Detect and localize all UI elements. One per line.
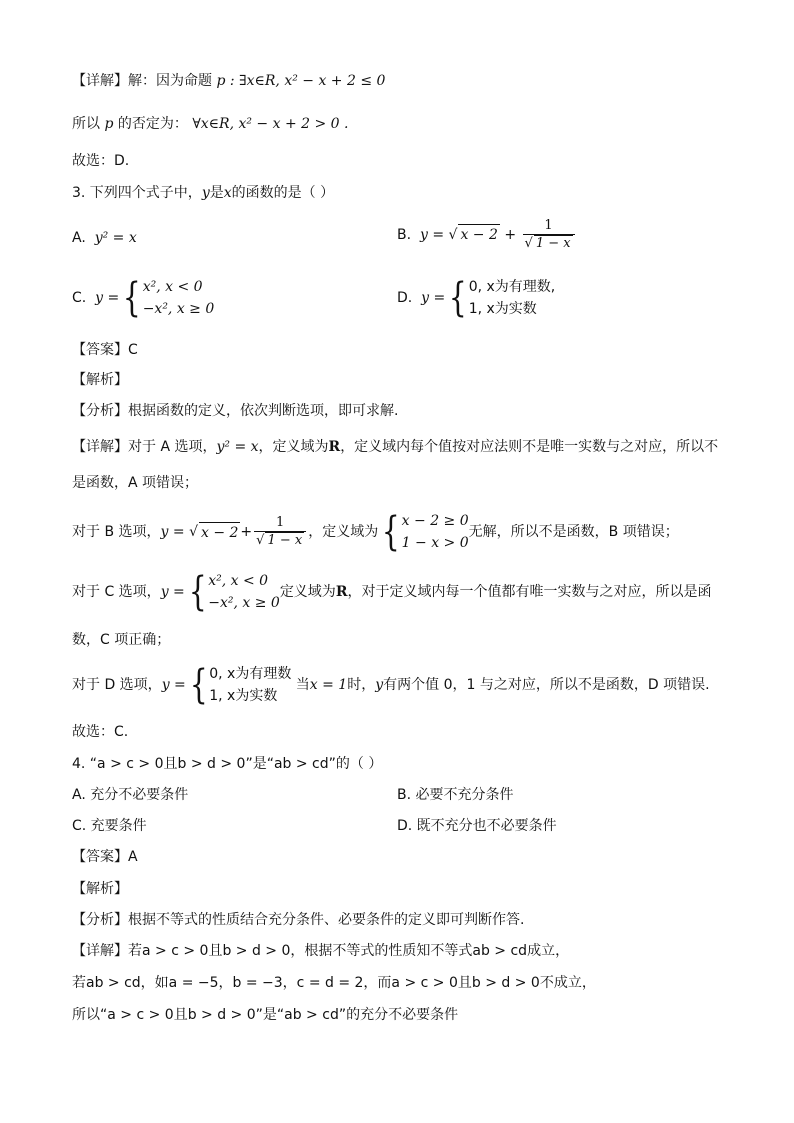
negation-line bbox=[72, 114, 349, 134]
y-eq: y = bbox=[421, 290, 446, 306]
text: 对于 C 选项， bbox=[72, 584, 161, 600]
q3-detail-a bbox=[72, 437, 718, 457]
q3-y: y bbox=[201, 185, 210, 201]
option-label: A. bbox=[72, 230, 86, 246]
text: 对于 B 选项， bbox=[72, 524, 161, 540]
plus-sign: + bbox=[240, 524, 253, 540]
q4-option-a: A. 充分不必要条件 bbox=[72, 787, 189, 803]
case-2: 1, x为实数 bbox=[209, 688, 278, 704]
q3-detail-c-cont: 数，C 项正确； bbox=[72, 632, 171, 648]
brace: { bbox=[449, 275, 467, 321]
brace: { bbox=[382, 509, 400, 555]
real-set: R bbox=[335, 584, 348, 600]
cases bbox=[469, 276, 556, 320]
fraction-numerator: 1 bbox=[276, 515, 285, 530]
detail-line-1 bbox=[72, 71, 385, 91]
q4-analysis: 【分析】根据不等式的性质结合充分条件、必要条件的定义即可判断作答. bbox=[72, 912, 525, 928]
q3-analysis: 【分析】根据函数的定义，依次判断选项，即可求解. bbox=[72, 403, 399, 419]
sqrt-radicand: x − 2 bbox=[199, 522, 240, 543]
fraction-denominator: √ 1 − x bbox=[254, 531, 306, 549]
q3-detail-a-cont: 是函数，A 项错误； bbox=[72, 475, 199, 491]
cases bbox=[209, 663, 291, 707]
text: ，定义域内每个值按对应法则不是唯一实数与之对应，所以不 bbox=[340, 439, 719, 455]
q3-stem-b: 是 bbox=[209, 185, 224, 201]
q3-detail-c bbox=[72, 570, 711, 614]
q3-detail-d bbox=[72, 663, 710, 707]
detail-d-row bbox=[72, 663, 710, 707]
negation-prefix: 所以 bbox=[72, 116, 100, 132]
q4-detail-2: 若ab > cd，如a = −5，b = −3，c = d = 2，而a > c > 0且b > d > 0不成立， bbox=[72, 975, 596, 991]
q4-stem: 4. “a > c > 0且b > d > 0”是“ab > cd”的（ ） bbox=[72, 756, 383, 772]
sqrt-radicand: x − 2 bbox=[458, 224, 499, 245]
negation-mid: 的否定为： bbox=[117, 116, 188, 132]
q4-option-b: B. 必要不充分条件 bbox=[397, 787, 514, 803]
text: 【详解】对于 A 选项， bbox=[72, 439, 217, 455]
text: 有两个值 0，1 与之对应，所以不是函数，D 项错误. bbox=[383, 677, 710, 693]
q4-detail-3: 所以“a > c > 0且b > d > 0”是“ab > cd”的充分不必要条件 bbox=[72, 1007, 459, 1023]
case-1: x², x < 0 bbox=[208, 573, 269, 589]
q3-x: x bbox=[223, 185, 232, 201]
y-eq: y = bbox=[161, 677, 186, 693]
case-1: x − 2 ≥ 0 bbox=[401, 513, 469, 529]
text: 对于 D 选项， bbox=[72, 677, 162, 693]
option-label: B. bbox=[397, 227, 412, 243]
q3-answer: 【答案】C bbox=[72, 342, 138, 358]
cases bbox=[143, 276, 215, 320]
fraction bbox=[254, 515, 306, 549]
option-label: D. bbox=[397, 290, 413, 306]
text: ，定义域为 bbox=[258, 439, 329, 455]
y-eq: y = bbox=[160, 584, 185, 600]
detail-b-row: 对于 B 选项， y = √ x − 2 + $\frac{1}{√ 1 - x}$ ，定义域为 { x − 2 ≥ 0 1 − x > 0 无解，所以不是函数，B 项错误； bbox=[72, 509, 679, 555]
q4-option-c: C. 充要条件 bbox=[72, 818, 147, 834]
q4-detail-1: 【详解】若a > c > 0且b > d > 0，根据不等式的性质知不等式ab > cd成立， bbox=[72, 943, 570, 959]
y-eq: y = bbox=[160, 524, 185, 540]
case-2: −x², x ≥ 0 bbox=[142, 301, 215, 317]
q4-option-d: D. 既不充分也不必要条件 bbox=[397, 818, 557, 834]
q3-option-d bbox=[397, 276, 555, 320]
select-d-line: 故选：D. bbox=[72, 153, 130, 169]
brace: { bbox=[189, 662, 208, 708]
text: 当 bbox=[295, 677, 310, 693]
piecewise-d bbox=[397, 276, 555, 320]
case-2: 1 − x > 0 bbox=[401, 535, 469, 551]
y-eq: y = bbox=[419, 227, 445, 243]
text: ，定义域为 bbox=[308, 524, 379, 540]
case-1: x², x < 0 bbox=[142, 279, 203, 295]
fraction-denominator: √ 1 − x bbox=[523, 234, 575, 252]
q3-option-c bbox=[72, 276, 214, 320]
option-label: C. bbox=[72, 290, 87, 306]
cases bbox=[402, 510, 469, 554]
math-y: y bbox=[375, 677, 384, 693]
q3-option-b bbox=[397, 218, 577, 252]
real-set: R bbox=[328, 439, 341, 455]
case-2: −x², x ≥ 0 bbox=[208, 595, 280, 611]
case-1: 0, x为有理数, bbox=[468, 279, 556, 295]
plus-sign: + bbox=[504, 227, 517, 243]
brace: { bbox=[188, 569, 207, 615]
q3-stem-a: 3. 下列四个式子中， bbox=[72, 185, 202, 201]
negation-math: ∀x∈R, x² − x + 2 > 0 . bbox=[192, 116, 349, 132]
brace: { bbox=[123, 275, 141, 321]
q3-stem bbox=[72, 183, 334, 203]
negation-p: p bbox=[104, 116, 114, 132]
y-eq: y = bbox=[95, 290, 120, 306]
text: ，对于定义域内每一个值都有唯一实数与之对应，所以是函 bbox=[347, 584, 712, 600]
sqrt-sign: √ bbox=[448, 227, 458, 243]
text: 时， bbox=[347, 677, 376, 693]
piecewise-c bbox=[72, 276, 214, 320]
text: 无解，所以不是函数，B 项错误； bbox=[468, 524, 679, 540]
case-2: 1, x为实数 bbox=[468, 301, 537, 317]
detail-c-row bbox=[72, 570, 711, 614]
case-1: 0, x为有理数 bbox=[209, 666, 292, 682]
q3-jiexi: 【解析】 bbox=[72, 372, 128, 388]
cases bbox=[208, 570, 280, 614]
select-c-line: 故选：C. bbox=[72, 724, 129, 740]
fraction-numerator: 1 bbox=[544, 218, 553, 233]
q4-answer: 【答案】A bbox=[72, 849, 138, 865]
q3-option-a bbox=[72, 228, 137, 248]
fraction bbox=[523, 218, 575, 252]
proposition-math: p : ∃x∈R, x² − x + 2 ≤ 0 bbox=[216, 73, 386, 89]
detail-text: 【详解】解：因为命题 bbox=[72, 73, 212, 89]
math: y² = x bbox=[216, 439, 259, 455]
q4-jiexi: 【解析】 bbox=[72, 881, 128, 897]
q3-detail-b bbox=[72, 510, 679, 554]
option-a-math: y² = x bbox=[94, 230, 137, 246]
text: 定义域为 bbox=[279, 584, 336, 600]
sqrt-radicand: 1 − x bbox=[267, 533, 303, 548]
math: x = 1 bbox=[309, 677, 348, 693]
sqrt-radicand: 1 − x bbox=[535, 236, 571, 251]
q3-stem-c: 的函数的是（ ） bbox=[231, 185, 335, 201]
